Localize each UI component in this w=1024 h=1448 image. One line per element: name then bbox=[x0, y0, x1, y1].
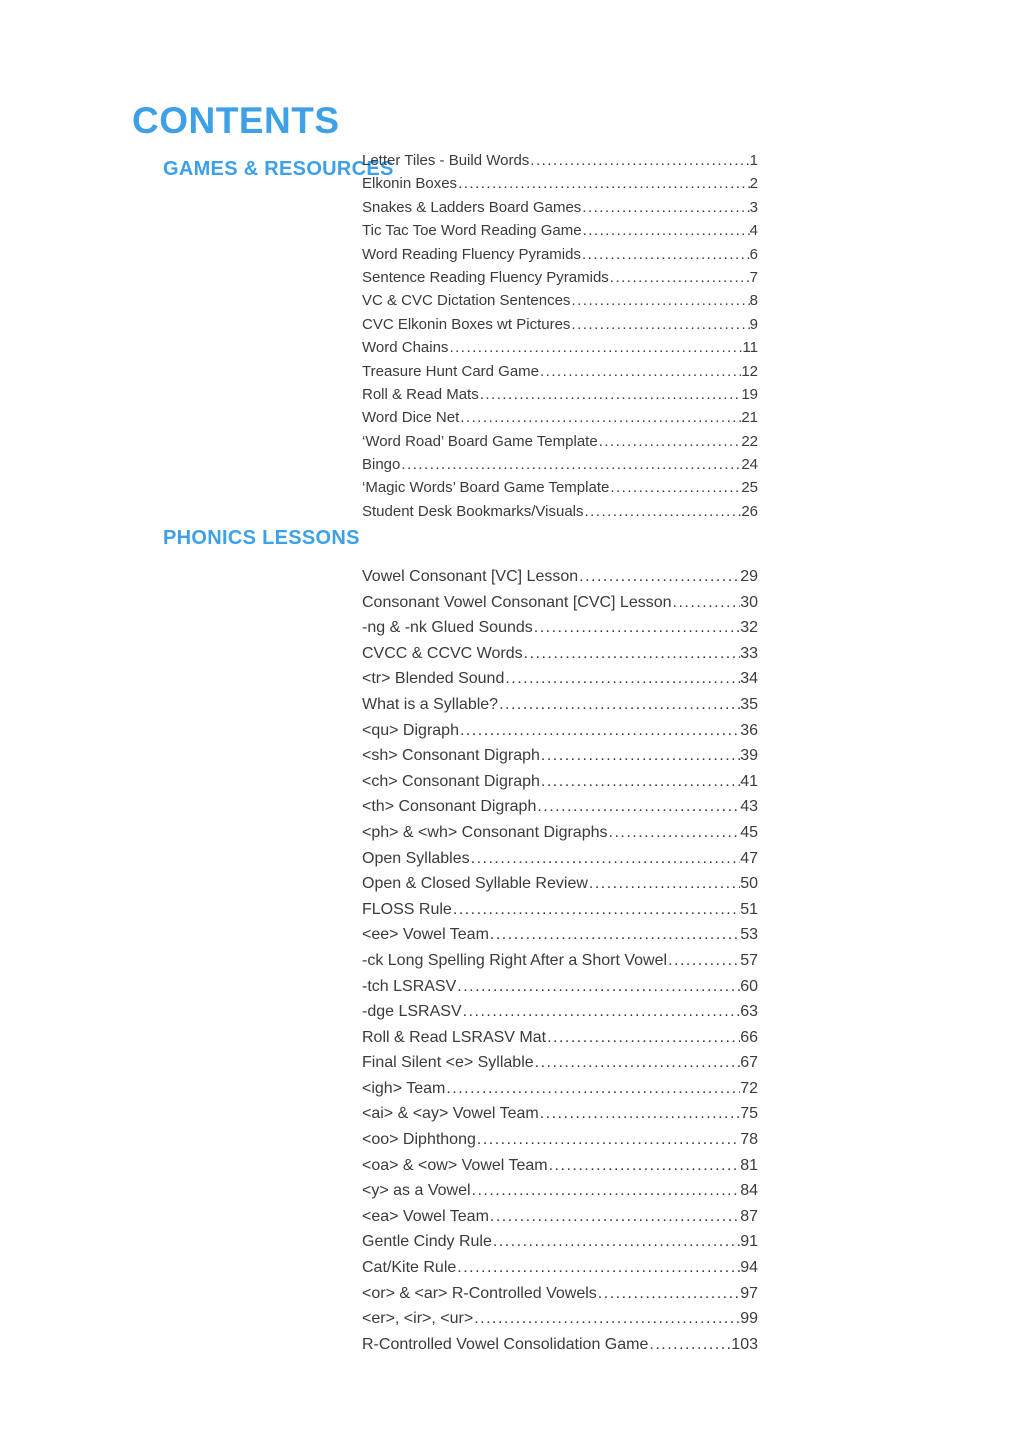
toc-entry-title: Roll & Read Mats bbox=[362, 385, 479, 403]
toc-entry-title: What is a Syllable? bbox=[362, 695, 499, 713]
toc-entry bbox=[362, 219, 758, 242]
toc-entry-title: -ng & -nk Glued Sounds bbox=[362, 619, 533, 637]
toc-entry-page: 50 bbox=[740, 875, 758, 893]
toc-entry-title: <ai> & <ay> Vowel Team bbox=[362, 1105, 539, 1123]
leader-dots bbox=[546, 1025, 740, 1051]
leader-dots bbox=[540, 769, 740, 795]
toc-entry bbox=[362, 820, 758, 846]
leader-dots bbox=[540, 743, 740, 769]
toc-entry bbox=[362, 1281, 758, 1307]
toc-entry bbox=[362, 453, 758, 476]
toc-entry bbox=[362, 266, 758, 289]
toc-entry bbox=[362, 476, 758, 499]
toc-entry-title: CVCC & CCVC Words bbox=[362, 644, 523, 662]
toc-entry-title: -ck Long Spelling Right After a Short Vowel bbox=[362, 951, 668, 969]
toc-entry bbox=[362, 336, 758, 359]
toc-entry bbox=[362, 1076, 758, 1102]
toc-entry bbox=[362, 846, 758, 872]
toc-entry-title: Word Reading Fluency Pyramids bbox=[362, 245, 581, 263]
leader-dots bbox=[648, 1332, 731, 1358]
toc-entry bbox=[362, 172, 758, 195]
toc-entry-page: 19 bbox=[741, 385, 758, 403]
toc-entry-title: -tch LSRASV bbox=[362, 977, 457, 995]
leader-dots bbox=[457, 172, 750, 195]
toc-entry bbox=[362, 718, 758, 744]
leader-dots bbox=[456, 974, 740, 1000]
toc-entry-page: 97 bbox=[740, 1284, 758, 1302]
leader-dots bbox=[452, 897, 740, 923]
toc-entry-title: <ea> Vowel Team bbox=[362, 1207, 489, 1225]
leader-dots bbox=[582, 219, 750, 242]
toc-entry-title: <er>, <ir>, <ur> bbox=[362, 1310, 474, 1328]
toc-entry-page: 84 bbox=[740, 1182, 758, 1200]
section-heading-phonics-lessons: PHONICS LESSONS bbox=[163, 527, 360, 549]
toc-entry-title: Snakes & Ladders Board Games bbox=[362, 198, 582, 216]
toc-entry-page: 87 bbox=[740, 1207, 758, 1225]
toc-entry-title: Word Dice Net bbox=[362, 409, 460, 427]
toc-entry-page: 35 bbox=[740, 695, 758, 713]
toc-entry-page: 57 bbox=[740, 951, 758, 969]
toc-entry-page: 1 bbox=[749, 152, 758, 169]
toc-entry-page: 67 bbox=[740, 1054, 758, 1072]
toc-entry-page: 2 bbox=[749, 175, 758, 193]
toc-entry-title: <igh> Team bbox=[362, 1079, 446, 1097]
toc-entry bbox=[362, 615, 758, 641]
toc-entry-title: Open Syllables bbox=[362, 849, 470, 867]
toc-list-games-resources bbox=[362, 149, 758, 523]
leader-dots bbox=[445, 1076, 740, 1102]
toc-entry-title: Open & Closed Syllable Review bbox=[362, 875, 588, 893]
leader-dots bbox=[462, 999, 741, 1025]
toc-entry bbox=[362, 999, 758, 1025]
toc-entry-page: 60 bbox=[740, 977, 758, 995]
toc-entry-title: <ch> Consonant Digraph bbox=[362, 772, 540, 790]
toc-entry-page: 53 bbox=[740, 926, 758, 944]
leader-dots bbox=[570, 289, 749, 312]
toc-entry-title: Treasure Hunt Card Game bbox=[362, 362, 540, 380]
toc-entry bbox=[362, 692, 758, 718]
toc-entry-title: Word Chains bbox=[362, 339, 449, 357]
leader-dots bbox=[473, 1306, 740, 1332]
toc-entry bbox=[362, 871, 758, 897]
toc-entry-title: Sentence Reading Fluency Pyramids bbox=[362, 268, 609, 286]
toc-entry-page: 3 bbox=[749, 198, 758, 216]
toc-entry bbox=[362, 360, 758, 383]
toc-entry bbox=[362, 743, 758, 769]
toc-entry bbox=[362, 641, 758, 667]
leader-dots bbox=[548, 1153, 741, 1179]
toc-entry-page: 51 bbox=[740, 900, 758, 918]
leader-dots bbox=[534, 1050, 741, 1076]
toc-entry-page: 43 bbox=[740, 798, 758, 816]
toc-entry-title: <tr> Blended Sound bbox=[362, 670, 505, 688]
leader-dots bbox=[536, 794, 740, 820]
leader-dots bbox=[523, 641, 741, 667]
toc-entry-page: 25 bbox=[741, 479, 758, 497]
toc-entry-page: 66 bbox=[740, 1028, 758, 1046]
toc-entry bbox=[362, 564, 758, 590]
toc-entry-page: 78 bbox=[740, 1131, 758, 1149]
toc-entry bbox=[362, 289, 758, 312]
leader-dots bbox=[489, 922, 740, 948]
toc-entry bbox=[362, 1050, 758, 1076]
toc-entry bbox=[362, 500, 758, 523]
toc-entry bbox=[362, 1178, 758, 1204]
toc-entry-page: 63 bbox=[740, 1003, 758, 1021]
toc-entry-page: 8 bbox=[749, 292, 758, 310]
toc-entry-title: <or> & <ar> R-Controlled Vowels bbox=[362, 1284, 597, 1302]
toc-entry-title: ‘Magic Words’ Board Game Template bbox=[362, 479, 610, 497]
leader-dots bbox=[609, 266, 750, 289]
leader-dots bbox=[456, 1255, 740, 1281]
toc-entry-title: Consonant Vowel Consonant [CVC] Lesson bbox=[362, 593, 672, 611]
leader-dots bbox=[581, 243, 750, 266]
leader-dots bbox=[459, 718, 740, 744]
toc-entry-page: 4 bbox=[749, 222, 758, 240]
toc-entry-page: 9 bbox=[749, 315, 758, 333]
toc-entry-title: FLOSS Rule bbox=[362, 900, 452, 918]
toc-entry bbox=[362, 794, 758, 820]
leader-dots bbox=[609, 476, 741, 499]
toc-entry-title: <qu> Digraph bbox=[362, 721, 459, 739]
toc-entry-title: <y> as a Vowel bbox=[362, 1182, 471, 1200]
toc-entry bbox=[362, 196, 758, 219]
toc-entry-page: 47 bbox=[740, 849, 758, 867]
toc-entry-page: 81 bbox=[740, 1156, 758, 1174]
toc-entry bbox=[362, 948, 758, 974]
toc-entry bbox=[362, 1306, 758, 1332]
leader-dots bbox=[570, 313, 749, 336]
leader-dots bbox=[539, 360, 741, 383]
leader-dots bbox=[479, 383, 742, 406]
leader-dots bbox=[400, 453, 741, 476]
toc-entry-page: 72 bbox=[740, 1079, 758, 1097]
toc-entry bbox=[362, 1153, 758, 1179]
toc-entry-page: 26 bbox=[741, 502, 758, 520]
leader-dots bbox=[597, 1281, 740, 1307]
toc-entry-title: R-Controlled Vowel Consolidation Game bbox=[362, 1335, 649, 1353]
section-heading-games-resources: GAMES & RESOURCES bbox=[163, 158, 394, 180]
toc-entry bbox=[362, 922, 758, 948]
toc-entry-title: Roll & Read LSRASV Mat bbox=[362, 1028, 547, 1046]
toc-entry-title: Letter Tiles - Build Words bbox=[362, 152, 530, 169]
toc-entry bbox=[362, 149, 758, 172]
toc-entry-title: CVC Elkonin Boxes wt Pictures bbox=[362, 315, 571, 333]
toc-entry bbox=[362, 430, 758, 453]
toc-entry bbox=[362, 1204, 758, 1230]
toc-entry bbox=[362, 383, 758, 406]
leader-dots bbox=[539, 1101, 740, 1127]
toc-entry bbox=[362, 1127, 758, 1153]
toc-entry-page: 45 bbox=[740, 823, 758, 841]
toc-entry-title: Final Silent <e> Syllable bbox=[362, 1054, 534, 1072]
leader-dots bbox=[504, 666, 740, 692]
toc-entry bbox=[362, 313, 758, 336]
toc-entry-title: <oo> Diphthong bbox=[362, 1131, 476, 1149]
toc-entry-page: 39 bbox=[740, 747, 758, 765]
leader-dots bbox=[492, 1229, 740, 1255]
toc-entry-title: Elkonin Boxes bbox=[362, 175, 458, 193]
toc-entry bbox=[362, 1255, 758, 1281]
toc-entry-page: 6 bbox=[749, 245, 758, 263]
toc-entry-page: 21 bbox=[741, 409, 758, 427]
toc-entry-title: ‘Word Road’ Board Game Template bbox=[362, 432, 598, 450]
toc-entry-page: 32 bbox=[740, 619, 758, 637]
toc-entry-page: 22 bbox=[741, 432, 758, 450]
leader-dots bbox=[533, 615, 740, 641]
toc-entry-page: 94 bbox=[740, 1259, 758, 1277]
toc-entry-page: 34 bbox=[740, 670, 758, 688]
toc-entry-title: Cat/Kite Rule bbox=[362, 1259, 457, 1277]
toc-entry-title: <ph> & <wh> Consonant Digraphs bbox=[362, 823, 608, 841]
toc-entry bbox=[362, 1332, 758, 1358]
leader-dots bbox=[471, 1178, 741, 1204]
leader-dots bbox=[608, 820, 741, 846]
leader-dots bbox=[588, 871, 740, 897]
page-title: CONTENTS bbox=[132, 100, 340, 141]
toc-entry-page: 91 bbox=[740, 1233, 758, 1251]
toc-entry-page: 30 bbox=[740, 593, 758, 611]
toc-entry bbox=[362, 897, 758, 923]
toc-entry-title: <sh> Consonant Digraph bbox=[362, 747, 540, 765]
toc-entry bbox=[362, 1101, 758, 1127]
toc-entry bbox=[362, 769, 758, 795]
toc-entry-page: 11 bbox=[742, 339, 758, 357]
toc-entry bbox=[362, 666, 758, 692]
leader-dots bbox=[667, 948, 740, 974]
leader-dots bbox=[459, 406, 741, 429]
leader-dots bbox=[476, 1127, 740, 1153]
toc-entry bbox=[362, 243, 758, 266]
toc-entry-title: <oa> & <ow> Vowel Team bbox=[362, 1156, 548, 1174]
toc-entry-title: -dge LSRASV bbox=[362, 1003, 462, 1021]
toc-entry-title: Bingo bbox=[362, 456, 401, 474]
leader-dots bbox=[672, 590, 741, 616]
toc-entry bbox=[362, 1229, 758, 1255]
leader-dots bbox=[598, 430, 742, 453]
toc-entry-title: Gentle Cindy Rule bbox=[362, 1233, 492, 1251]
toc-entry-title: <th> Consonant Digraph bbox=[362, 798, 537, 816]
toc-entry-page: 7 bbox=[749, 268, 758, 286]
toc-entry-page: 75 bbox=[740, 1105, 758, 1123]
toc-entry bbox=[362, 590, 758, 616]
toc-entry-title: Tic Tac Toe Word Reading Game bbox=[362, 222, 582, 240]
toc-entry bbox=[362, 1025, 758, 1051]
leader-dots bbox=[578, 564, 740, 590]
toc-list-phonics-lessons bbox=[362, 564, 758, 1357]
leader-dots bbox=[584, 500, 742, 523]
leader-dots bbox=[581, 196, 749, 219]
toc-entry-page: 33 bbox=[740, 644, 758, 662]
toc-entry-title: <ee> Vowel Team bbox=[362, 926, 489, 944]
toc-entry-page: 36 bbox=[740, 721, 758, 739]
toc-entry bbox=[362, 974, 758, 1000]
toc-entry-title: Vowel Consonant [VC] Lesson bbox=[362, 568, 579, 585]
toc-entry-page: 12 bbox=[741, 362, 758, 380]
leader-dots bbox=[498, 692, 740, 718]
toc-entry-page: 41 bbox=[740, 772, 758, 790]
toc-entry-page: 24 bbox=[741, 456, 758, 474]
toc-entry-page: 99 bbox=[740, 1310, 758, 1328]
leader-dots bbox=[470, 846, 741, 872]
toc-entry-page: 29 bbox=[740, 568, 758, 585]
toc-entry bbox=[362, 406, 758, 429]
leader-dots bbox=[489, 1204, 740, 1230]
leader-dots bbox=[448, 336, 742, 359]
toc-entry-title: Student Desk Bookmarks/Visuals bbox=[362, 502, 584, 520]
toc-entry-title: VC & CVC Dictation Sentences bbox=[362, 292, 571, 310]
toc-entry-page: 103 bbox=[731, 1335, 758, 1353]
leader-dots bbox=[529, 149, 749, 172]
